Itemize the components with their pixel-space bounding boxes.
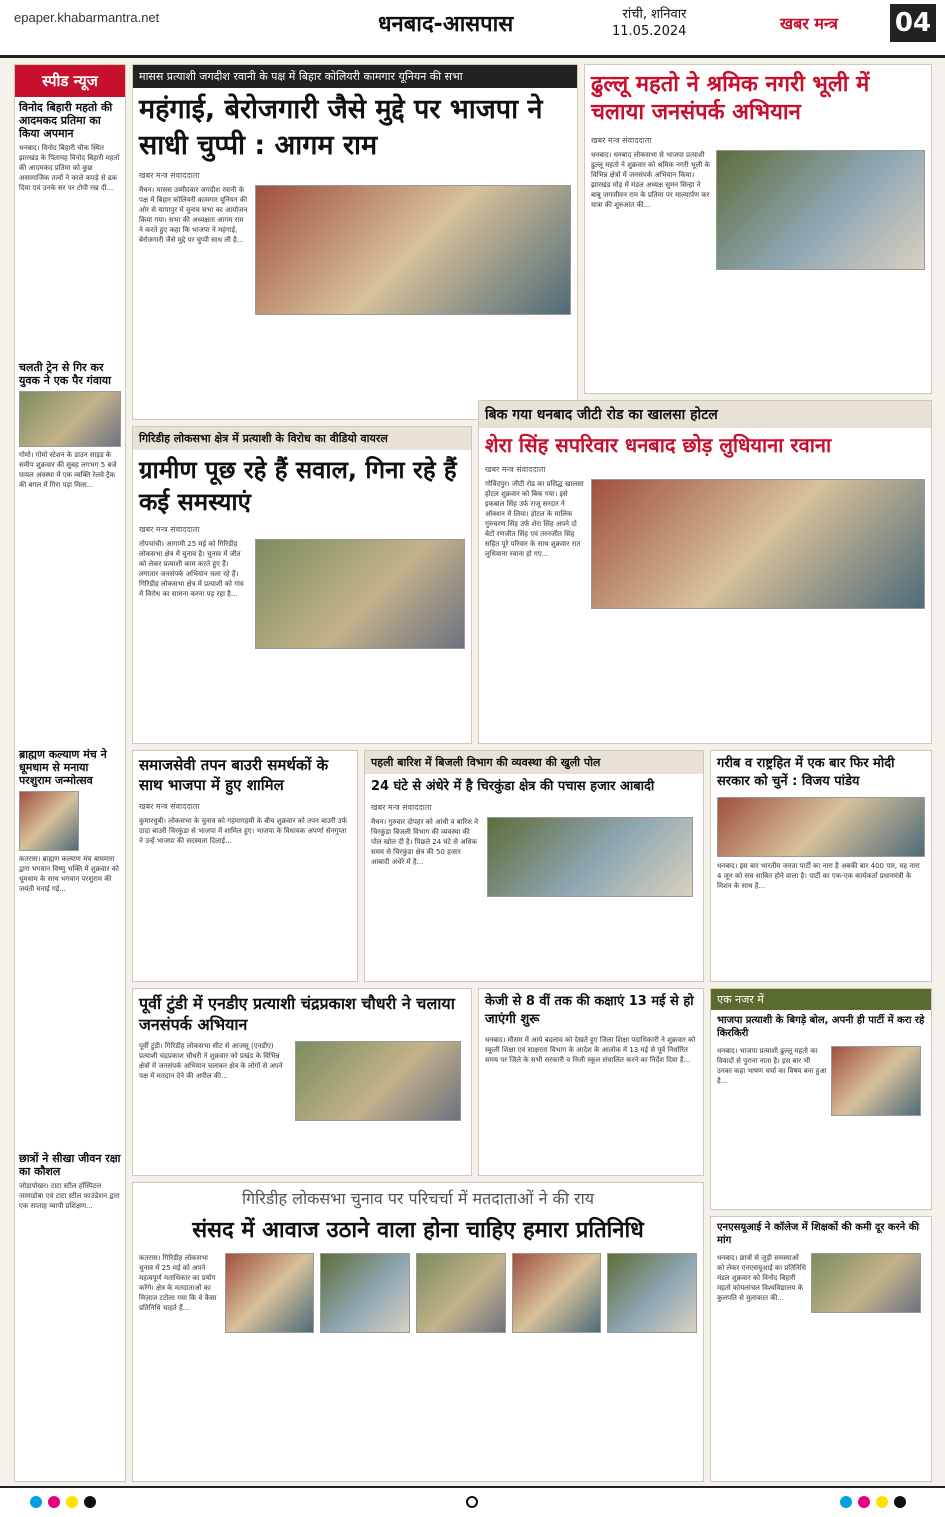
story-body: कतरास। गिरिडीह लोकसभा चुनाव में 25 मई को अपने महत्वपूर्ण मताधिकार का प्रयोग करेंगे। क्षेत्र के मतदाताओं का मिज़ाज टटोला गया कि वे कैसा प्रतिनिधि चाहते हैं... [139,1254,217,1312]
story-byline: खबर मन्त्र संवाददाता [139,525,200,534]
nsui-photo [811,1253,921,1313]
story-byline: खबर मन्त्र संवाददाता [591,136,652,145]
story-dhullu [584,64,932,394]
story-kicker: मासस प्रत्याशी जगदीश रवानी के पक्ष में बिहार कोलियरी कामगार यूनियन की सभा [133,65,577,88]
story-headline[interactable]: शेरा सिंह सपरिवार धनबाद छोड़ लुधियाना रवाना [485,433,832,457]
story-giridih-discussion [132,1182,704,1482]
story-headline[interactable]: केजी से 8 वीं तक की कक्षाएं 13 मई से हो जाएंगी शुरू [485,994,694,1027]
magenta-dot [48,1496,60,1508]
voter-photo-4 [512,1253,602,1333]
brief-title-2: चलती ट्रेन से गिर कर युवक ने एक पैर गंवाया [19,361,112,387]
story-body: गोविंदपुर। जीटी रोड का प्रसिद्ध खालसा होटल शुक्रवार को बिक गया। इसे इकबाल सिंह उर्फ राजू सरदार ने ऑक्शन में लिया। होटल के मालिक गुरुचरण सिंह उर्फ शेरा सिंह अपने दो बेटों रणजीत सिंह एवं तरनजीत सिंह सहित पूरे परिवार के साथ शुक्रवार रात लुधियाना रवाना हो गए... [485,480,584,558]
story-byline: खबर मन्त्र संवाददाता [139,802,200,811]
site-url[interactable]: epaper.khabarmantra.net [14,10,160,25]
story-byline: खबर मन्त्र संवाददाता [371,803,432,812]
vijay-photo [717,797,925,857]
crosshair-icon [466,1496,478,1508]
yellow-dot [66,1496,78,1508]
voter-photo-1 [225,1253,315,1333]
villagers-photo [255,539,465,649]
story-kicker: पहली बारिश में बिजली विभाग की व्यवस्था की खुली पोल [365,751,703,774]
story-headline[interactable]: महंगाई, बेरोजगारी जैसे मुद्दे पर भाजपा ने साधी चुप्पी : आगम राम [139,94,543,161]
story-headline[interactable]: एनएसयूआई ने कॉलेज में शिक्षकों की कमी दूर करने की मांग [717,1222,919,1246]
page-number: 04 [890,4,936,42]
story-body: मैथन। गुरुवार दोपहर को आंधी व बारिश ने चिरकुंडा बिजली विभाग की व्यवस्था की पोल खोल दी है। पिछले 24 घंटे से अधिक समय से चिरकुंडा क्षेत्र की 50 हजार आबादी अंधेरे में है... [371,818,479,866]
story-vijay-pandey [710,750,932,982]
dhullu-photo [831,1046,921,1116]
story-kicker: गिरिडीह लोकसभा क्षेत्र में प्रत्याशी के विरोध का वीडियो वायरल [133,427,471,450]
brief-photo-2 [19,391,121,447]
brand-name: खबर मन्त्र [780,14,838,33]
page-header [0,0,945,58]
story-byline: खबर मन्त्र संवाददाता [139,171,200,180]
brief-text-3: कतरास। ब्राह्मण कल्याण मंच बाघमारा द्वारा भगवान विष्णु भक्ति में शुक्रवार को धूमधाम के साथ भगवान परशुराम की जयंती मनाई गई... [19,855,119,893]
nazar-label: एक नजर में [711,989,931,1010]
brief-title-4: छात्रों ने सीखा जीवन रक्षा का कौशल [19,1152,121,1178]
rally-photo [255,185,571,315]
speed-news-column [14,64,126,1482]
cyan-dot [840,1496,852,1508]
tundi-photo [295,1041,461,1121]
story-khalsa-hotel [478,400,932,744]
city-day: रांची, शनिवार [622,7,687,22]
page-footer [0,1486,945,1517]
story-headline[interactable]: संसद में आवाज उठाने वाला होना चाहिए हमारा प्रतिनिधि [192,1218,644,1243]
story-headline[interactable]: पूर्वी टुंडी में एनडीए प्रत्याशी चंद्रप्रकाश चौधरी ने चलाया जनसंपर्क अभियान [139,994,455,1034]
hotel-photo [591,479,925,609]
yellow-dot [876,1496,888,1508]
story-tapan-bauri [132,750,358,982]
story-headline[interactable]: 24 घंटे से अंधेरे में है चिरकुंडा क्षेत्र की पचास हजार आबादी [371,779,655,794]
story-headline[interactable]: समाजसेवी तपन बाउरी समर्थकों के साथ भाजपा में हुए शामिल [139,756,329,794]
story-body: धनबाद। धनबाद लोकसभा से भाजपा प्रत्याशी ढुल्लू महतो ने शुक्रवार को श्रमिक नगरी भूली के विभिन्न क्षेत्रों में जनसंपर्क अभियान किया। झारखंड मोड़ में मंडल अध्यक्ष सुमन सिन्हा ने बाबू जगजीवन राम के प्रतिमा पर माल्यार्पण कर यात्रा की शुरुआत की... [591,151,710,209]
nazar-headline[interactable]: भाजपा प्रत्याशी के बिगड़े बोल, अपनी ही पार्टी में करा रहे किरकिरी [717,1015,925,1039]
issue-date: 11.05.2024 [612,24,687,39]
story-kicker: गिरिडीह लोकसभा चुनाव पर परिचर्चा में मतदाताओं ने की राय [241,1189,595,1208]
speed-news-badge: स्पीड न्यूज [15,65,125,97]
brief-title-1: विनोद बिहारी महतो की आदमकद प्रतिमा का किया अपमान [19,101,113,140]
nazar-body: धनबाद। भाजपा प्रत्याशी ढुल्लू महतो का विवादों से पुराना नाता है। इस बार भी उनका कहा भाषण चर्चा का विषय बना हुआ है... [717,1047,827,1085]
story-body: कुमारधुबी। लोकसभा के चुनाव को गहमागहमी के बीच शुक्रवार को तपन बाउरी उर्फ दादा बाउरी चिरकुंडा से भाजपा में शामिल हुए। भाजपा के विधायक अपर्णा सेनगुप्ता ने उन्हें भाजपा की सदस्यता दिलाई... [139,817,347,845]
brief-text-2: गोमो। गोमो स्टेशन के डाउन साइड के समीप शुक्रवार की सुबह लगभग 5 बजे घायल अवस्था में एक व्यक्ति रेलवे ट्रैक की बगल में गिरा पड़ा मिला... [19,451,117,489]
magenta-dot [858,1496,870,1508]
story-body: धनबाद। छात्रों से जुड़ी समस्याओं को लेकर एनएसयूआई का प्रतिनिधि मंडल शुक्रवार को विनोद बिहारी महतो कोयलांचल विश्वविद्यालय के कुलपति से मुलाकात की... [717,1254,806,1302]
black-dot [84,1496,96,1508]
brief-text-4: जोड़ापोखर। टाटा स्टील हॉस्पिटल जामाडोबा एवं टाटा स्टील फाउंडेशन द्वारा एक सप्ताह व्यापी प्रशिक्षण... [19,1182,120,1210]
story-chandraprakash [132,988,472,1176]
black-dot [894,1496,906,1508]
story-byline: खबर मन्त्र संवाददाता [485,465,546,474]
story-inflation [132,64,578,420]
voter-photo-3 [416,1253,506,1333]
story-headline[interactable]: ग्रामीण पूछ रहे हैं सवाल, गिना रहे हैं कई समस्याएं [139,456,457,516]
campaign-photo [716,150,925,270]
story-body: तोपचांची। आगामी 25 मई को गिरिडीह लोकसभा क्षेत्र में चुनाव है। चुनाव में जीत को लेकर प्रत्याशी काम करते हुए हैं। लगातार जनसंपर्क अभियान चला रहे हैं। गिरिडीह लोकसभा क्षेत्र में प्रत्याशी को गांव में विरोध का सामना करना पड़ रहा है... [139,540,244,598]
section-title: धनबाद-आसपास [378,12,514,37]
substation-photo [487,817,693,897]
story-villagers [132,426,472,744]
voter-photo-5 [607,1253,697,1333]
story-body: धनबाद। मौसम में आये बदलाव को देखते हुए जिला शिक्षा पदाधिकारी ने शुक्रवार को स्कूली शिक्षा एवं साक्षरता विभाग के आदेश के आलोक में 13 मई से पूर्व निर्धारित समय पर जिले के सभी सरकारी व निजी स्कूल संचालित करने का निर्देश दिया है... [485,1036,696,1064]
story-nsui [710,1216,932,1482]
ek-nazar-box [710,988,932,1210]
story-body: मैथन। मासस उम्मीदवार जगदीश रवानी के पक्ष में बिहार कोलियरी कामगार यूनियन की ओर से चापापुर में चुनाव सभा का आयोजन किया गया। सभा की अध्यक्षता आगम राम ने करते हुए कहा कि भाजपा ने महंगाई, बेरोजगारी जैसे मुद्दे पर चुप्पी साध ली है... [139,186,248,244]
story-headline[interactable]: गरीब व राष्ट्रहित में एक बार फिर मोदी सरकार को चुनें : विजय पांडेय [717,756,895,789]
brief-text-1: धनबाद। विनोद बिहारी चौक स्थित झारखंड के पितामह विनोद बिहारी महतो की आदमकद प्रतिमा को कुछ असामाजिक तत्वों ने काले कपड़े से ढक दिया एवं उनके सर पर टोपी रख दी... [19,144,120,192]
brief-title-3: ब्राह्मण कल्याण मंच ने धूमधाम से मनाया परशुराम जन्मोत्सव [19,748,107,787]
story-schools [478,988,704,1176]
voter-photo-2 [320,1253,410,1333]
story-headline[interactable]: ढुल्लू महतो ने श्रमिक नगरी भूली में चलाया जनसंपर्क अभियान [591,72,870,125]
cyan-dot [30,1496,42,1508]
story-body: धनबाद। इस बार भारतीय जनता पार्टी का नारा है अबकी बार 400 पार, यह नारा 4 जून को सच साबित होने वाला है। पार्टी का एक-एक कार्यकर्ता प्रधानमंत्री के मिशन के साथ है... [717,862,920,890]
story-kicker: बिक गया धनबाद जीटी रोड का खालसा होटल [479,401,931,428]
dateline [612,6,686,40]
story-body: पूर्वी टुंडी। गिरिडीह लोकसभा सीट से आजसू (एनडीए) प्रत्याशी चंद्रप्रकाश चौधरी ने शुक्रवार को प्रखंड के विभिन्न क्षेत्रों में जनसंपर्क अभियान चलाकर क्षेत्र के लोगों से अपने पक्ष में मतदान देने की अपील की... [139,1042,283,1080]
brief-photo-3 [19,791,79,851]
story-power-cut [364,750,704,982]
